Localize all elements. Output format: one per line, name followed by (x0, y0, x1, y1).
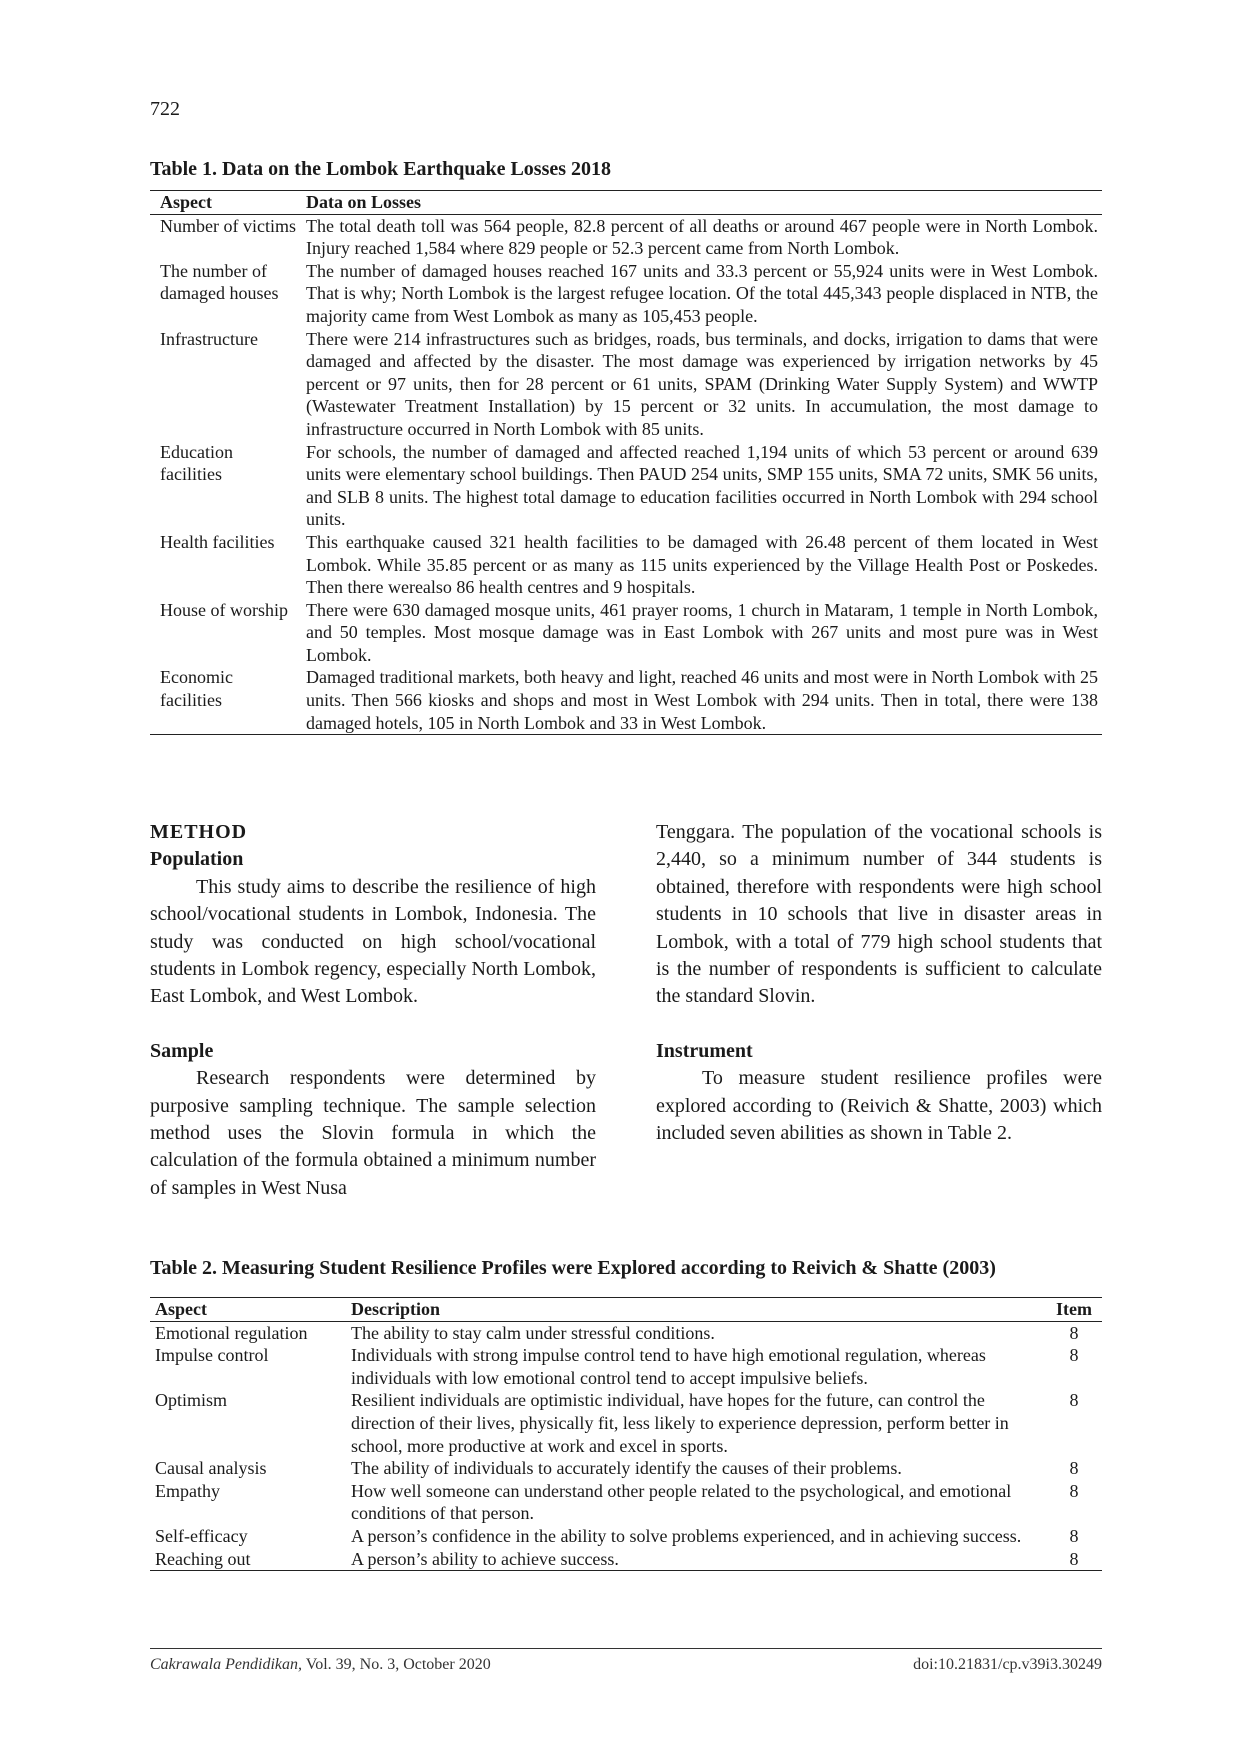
item-cell: 8 (1069, 1322, 1079, 1343)
aspect-cell: The number of damaged houses (160, 260, 279, 304)
journal-name: Cakrawala Pendidikan, (150, 1656, 302, 1673)
aspect-cell: Self-efficacy (155, 1525, 248, 1546)
column-header-aspect: Aspect (150, 191, 296, 215)
losses-cell: There were 630 damaged mosque units, 461 prayer rooms, 1 church in Mataram, 1 temple in North Lombok, and 50 temples. Most mosque damage was in East Lombok with 267 units and most pure was in West Lombok. (306, 599, 1098, 665)
item-cell: 8 (1069, 1525, 1079, 1546)
column-header-data-on-losses: Data on Losses (296, 191, 1102, 215)
subheading-population: Population (150, 848, 244, 871)
description-cell: How well someone can understand other people related to the psychological, and emotional conditions of that person. (351, 1480, 1012, 1524)
footer-citation (150, 1656, 491, 1674)
footer-divider (150, 1648, 1102, 1649)
description-cell: The ability of individuals to accurately identify the causes of their problems. (351, 1458, 902, 1479)
losses-cell: This earthquake caused 321 health facilities to be damaged with 26.48 percent of them located in West Lombok. While 35.85 percent or as many as 115 units experienced by the Village Health Post or Poskedes. Then there werealso 86 health centres and 9 hospitals. (306, 531, 1098, 598)
sample-paragraph: Research respondents were determined by purposive sampling technique. The sample selection method uses the Slovin formula in which the calculation of the formula obtained a minimum number of samples in West Nusa (150, 1067, 596, 1199)
table2-caption: Table 2. Measuring Student Resilience Profiles were Explored according to Reivich & Shatte (2003) (150, 1257, 996, 1279)
table-row (150, 1344, 1102, 1389)
aspect-cell: Impulse control (155, 1345, 269, 1366)
aspect-cell: Optimism (155, 1390, 228, 1411)
aspect-cell: Economic facilities (150, 666, 296, 734)
table-row (150, 1480, 1102, 1525)
right-column (656, 819, 1102, 1147)
subheading-instrument: Instrument (656, 1039, 753, 1062)
aspect-cell: Education facilities (160, 441, 233, 485)
footer-doi: doi:10.21831/cp.v39i3.30249 (913, 1656, 1102, 1673)
losses-cell: The total death toll was 564 people, 82.8 percent of all deaths or around 467 people were in North Lombok. Injury reached 1,584 where 829 people or 52.3 percent came from North Lombok. (306, 215, 1098, 259)
resilience-table (150, 1297, 1102, 1571)
item-cell: 8 (1069, 1345, 1079, 1366)
aspect-cell: Empathy (155, 1480, 220, 1501)
section-heading-method: METHOD (150, 821, 248, 843)
description-cell: The ability to stay calm under stressful conditions. (351, 1322, 715, 1343)
aspect-cell: Infrastructure (160, 328, 258, 349)
sample-paragraph-continued: Tenggara. The population of the vocational schools is 2,440, so a minimum number of 344 students is obtained, therefore with respondents were high school students in 10 schools that live in disaster areas in Lombok, with a total of 779 high school students that is the number of respondents is sufficient to calculate the standard Slovin. (656, 821, 1102, 1008)
table-header-row (150, 1298, 1102, 1322)
aspect-cell: House of worship (160, 599, 288, 620)
table-row (150, 599, 1102, 667)
table-row (150, 1525, 1102, 1548)
item-cell: 8 (1069, 1480, 1079, 1501)
description-cell: A person’s confidence in the ability to solve problems experienced, and in achieving success. (351, 1525, 1022, 1546)
column-header-aspect: Aspect (150, 1298, 346, 1322)
losses-cell: There were 214 infrastructures such as bridges, roads, bus terminals, and docks, irrigation to dams that were damaged and affected by the disaster. The most damage was experienced by irrigation networks by 45 percent or 97 units, then for 28 percent or 61 units, SPAM (Drinking Water Supply System) and WWTP (Wastewater Treatment Installation) by 15 percent or 32 units. In accumulation, the most damage to infrastructure occurred in North Lombok with 85 units. (306, 328, 1098, 439)
table-row (150, 1389, 1102, 1457)
item-cell: 8 (1046, 1548, 1102, 1571)
table-row (150, 666, 1102, 734)
table-row (150, 1457, 1102, 1480)
table1-caption: Table 1. Data on the Lombok Earthquake Losses 2018 (150, 158, 612, 180)
description-cell: Resilient individuals are optimistic individual, have hopes for the future, can control the direction of their lives, physically fit, less likely to experience depression, perform better in school, more productive at work and excel in sports. (351, 1390, 1009, 1456)
aspect-cell: Reaching out (150, 1548, 346, 1571)
losses-cell: Damaged traditional markets, both heavy and light, reached 46 units and most were in North Lombok with 25 units. Then 566 kiosks and shops and most in West Lombok with 294 units. Then in total, there were 138 damaged hotels, 105 in North Lombok and 33 in West Lombok. (296, 666, 1102, 734)
aspect-cell: Causal analysis (155, 1458, 267, 1479)
table-row (150, 328, 1102, 441)
journal-issue: Vol. 39, No. 3, October 2020 (301, 1656, 491, 1673)
aspect-cell: Emotional regulation (155, 1322, 308, 1343)
table-header-row (150, 191, 1102, 215)
losses-cell: For schools, the number of damaged and affected reached 1,194 units of which 53 percent or around 639 units were elementary school buildings. Then PAUD 254 units, SMP 155 units, SMA 72 units, SMK 56 units, and SLB 8 units. The highest total damage to education facilities occurred in North Lombok with 294 school units. (306, 441, 1098, 530)
population-paragraph: This study aims to describe the resilience of high school/vocational students in Lombok, Indonesia. The study was conducted on high school/vocational students in Lombok regency, especially North Lombok, East Lombok, and West Lombok. (150, 875, 596, 1008)
table-row (150, 531, 1102, 599)
description-cell: A person’s ability to achieve success. (346, 1548, 1046, 1571)
item-cell: 8 (1069, 1458, 1079, 1479)
table-row (150, 1548, 1102, 1571)
table-row (150, 214, 1102, 260)
item-cell: 8 (1069, 1390, 1079, 1411)
table-row (150, 1321, 1102, 1344)
losses-cell: The number of damaged houses reached 167 units and 33.3 percent or 55,924 units were in West Lombok. That is why; North Lombok is the largest refugee location. Of the total 445,343 people displaced in NTB, the majority came from West Lombok as many as 105,453 people. (306, 260, 1098, 326)
column-header-item: Item (1046, 1298, 1102, 1322)
left-column (150, 819, 596, 1202)
aspect-cell: Number of victims (160, 215, 296, 236)
aspect-cell: Health facilities (160, 531, 275, 552)
page-number: 722 (150, 98, 180, 120)
losses-table (150, 190, 1102, 735)
table-row (150, 441, 1102, 531)
column-header-description: Description (346, 1298, 1046, 1322)
table-row (150, 260, 1102, 328)
subheading-sample: Sample (150, 1039, 214, 1062)
instrument-paragraph: To measure student resilience profiles were explored according to (Reivich & Shatte, 2003) which included seven abilities as shown in Table 2. (656, 1067, 1102, 1145)
description-cell: Individuals with strong impulse control tend to have high emotional regulation, whereas individuals with low emotional control tend to accept impulsive beliefs. (351, 1345, 986, 1388)
